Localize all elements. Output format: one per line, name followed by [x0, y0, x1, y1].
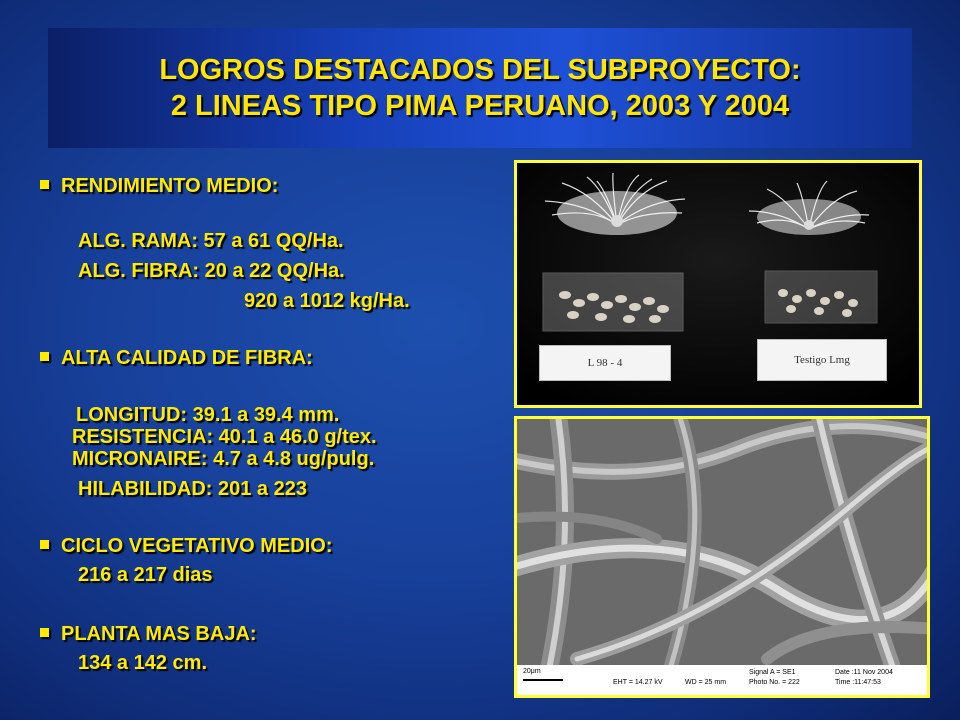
sem-info-bar [517, 665, 927, 695]
sem-time: Time :11:47:53 [835, 679, 881, 686]
bullet-planta [40, 622, 257, 646]
micronaire-line: MICRONAIRE: 4.7 a 4.8 ug/pulg. [72, 448, 375, 470]
ciclo-value: 216 a 217 dias [78, 564, 213, 586]
title-banner [48, 28, 912, 148]
sem-eht: EHT = 14.27 kV [613, 679, 663, 686]
seed-bag-left [543, 273, 683, 331]
hilabilidad-line: HILABILIDAD: 201 a 223 [78, 478, 307, 500]
bullet-square-icon [40, 352, 49, 361]
sem-scale-bar [523, 679, 563, 681]
sem-fiber-micrograph [514, 416, 930, 698]
rendimiento-heading: RENDIMIENTO MEDIO: [61, 175, 279, 197]
sem-scale-label: 20μm [523, 668, 541, 675]
planta-value: 134 a 142 cm. [78, 652, 207, 674]
longitud-line: LONGITUD: 39.1 a 39.4 mm. [76, 404, 340, 426]
planta-heading: PLANTA MAS BAJA: [61, 623, 257, 645]
seed-bag-right [765, 271, 877, 323]
sample-label-right: Testigo Lmg [757, 339, 887, 381]
bullet-square-icon [40, 180, 49, 189]
bullet-square-icon [40, 628, 49, 637]
alg-fibra-line: ALG. FIBRA: 20 a 22 QQ/Ha. [78, 260, 345, 282]
bullet-ciclo [40, 534, 332, 558]
sem-photo-no: Photo No. = 222 [749, 679, 800, 686]
bullet-square-icon [40, 540, 49, 549]
cotton-samples-photo [514, 160, 922, 408]
slide-title-line-2: 2 LINEAS TIPO PIMA PERUANO, 2003 Y 2004 [170, 90, 790, 122]
sem-fiber-image [517, 419, 927, 665]
bullet-calidad [40, 346, 313, 370]
alg-rama-line: ALG. RAMA: 57 a 61 QQ/Ha. [78, 230, 344, 252]
resistencia-line: RESISTENCIA: 40.1 a 46.0 g/tex. [72, 426, 377, 448]
ciclo-heading: CICLO VEGETATIVO MEDIO: [61, 535, 333, 557]
kg-ha-line: 920 a 1012 kg/Ha. [244, 290, 410, 312]
sample-label-left: L 98 - 4 [539, 345, 671, 381]
slide-title-line-1: LOGROS DESTACADOS DEL SUBPROYECTO: [159, 54, 801, 86]
calidad-heading: ALTA CALIDAD DE FIBRA: [61, 347, 313, 369]
bullet-rendimiento [40, 174, 278, 198]
sem-wd: WD = 25 mm [685, 679, 727, 686]
sem-date: Date :11 Nov 2004 [835, 669, 893, 676]
sem-signal: Signal A = SE1 [749, 669, 796, 676]
